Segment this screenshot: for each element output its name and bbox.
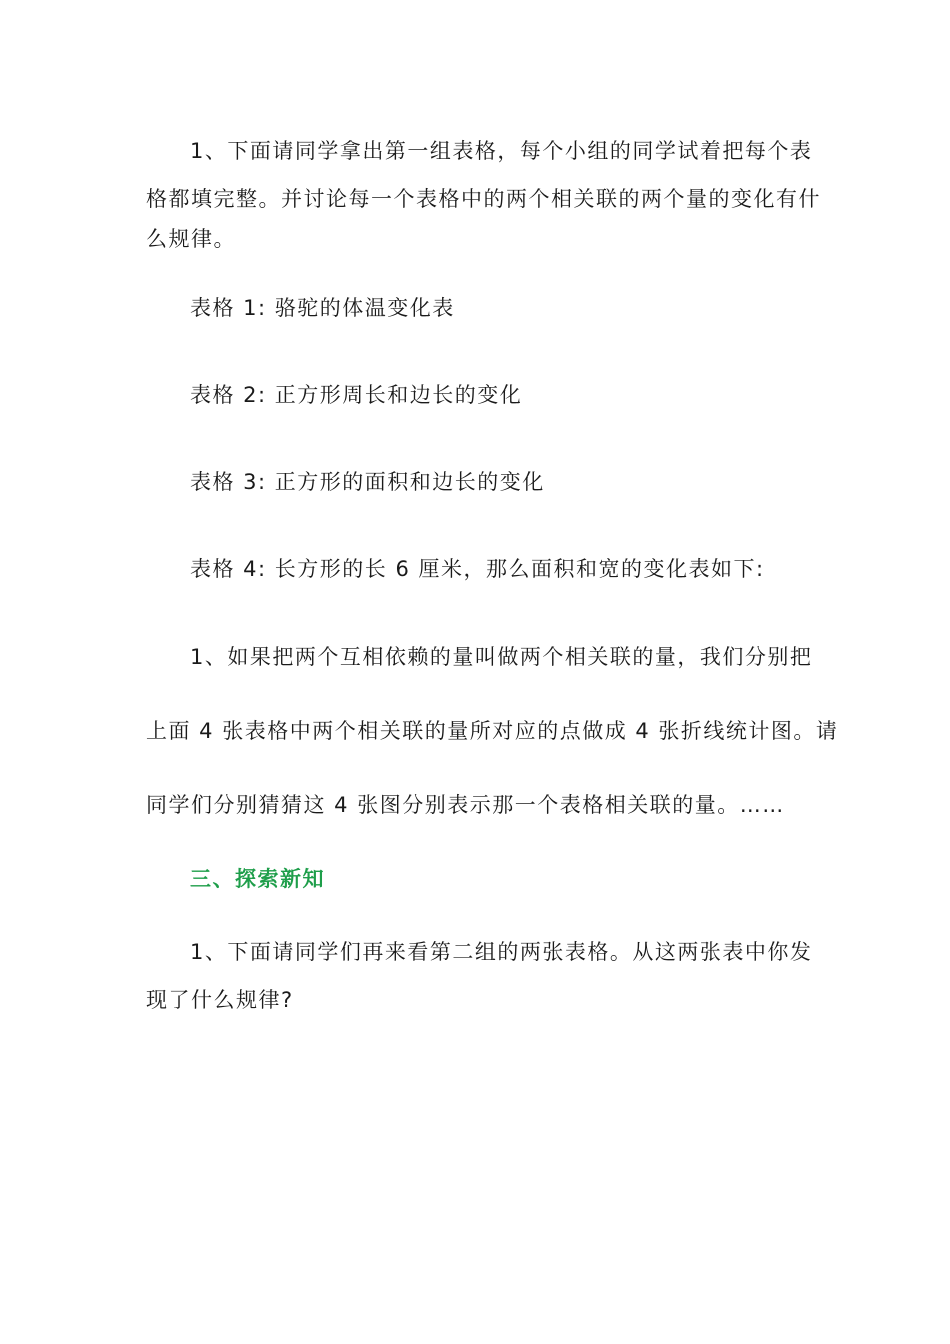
paragraph-2-line-3: 同学们分别猜猜这 4 张图分别表示那一个表格相关联的量。……	[146, 793, 785, 817]
paragraph-1-line-3: 么规律。	[146, 227, 236, 251]
section-heading: 三、探索新知	[190, 867, 325, 891]
paragraph-3-line-2: 现了什么规律?	[146, 988, 294, 1012]
table-1-label: 表格 1: 骆驼的体温变化表	[190, 296, 455, 320]
table-3-label: 表格 3: 正方形的面积和边长的变化	[190, 470, 545, 494]
table-2-label: 表格 2: 正方形周长和边长的变化	[190, 383, 523, 407]
paragraph-3-line-1: 1、下面请同学们再来看第二组的两张表格。从这两张表中你发	[190, 940, 813, 964]
table-4-label: 表格 4: 长方形的长 6 厘米，那么面积和宽的变化表如下:	[190, 557, 765, 581]
paragraph-2-line-1: 1、如果把两个互相依赖的量叫做两个相关联的量，我们分别把	[190, 645, 813, 669]
paragraph-1-line-1: 1、下面请同学拿出第一组表格，每个小组的同学试着把每个表	[190, 139, 813, 163]
paragraph-1-line-2: 格都填完整。并讨论每一个表格中的两个相关联的两个量的变化有什	[146, 187, 821, 211]
paragraph-2-line-2: 上面 4 张表格中两个相关联的量所对应的点做成 4 张折线统计图。请	[146, 719, 839, 743]
